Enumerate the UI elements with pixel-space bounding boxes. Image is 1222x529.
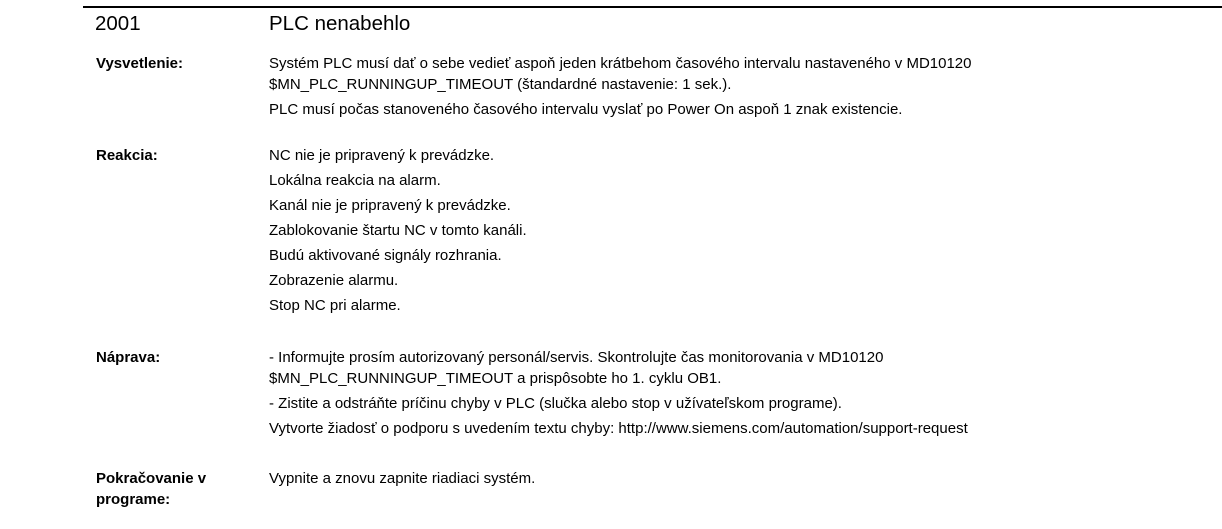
reaction-line: Kanál nie je pripravený k prevádzke. xyxy=(269,197,511,214)
continuation-body xyxy=(269,468,1222,489)
remedy-paragraph: - Zistite a odstráňte príčinu chyby v PLC (slučka alebo stop v užívateľskom programe). xyxy=(269,395,842,412)
explanation-label: Vysvetlenie: xyxy=(96,55,183,72)
reaction-line: Stop NC pri alarme. xyxy=(269,297,401,314)
alarm-number: 2001 xyxy=(95,12,141,35)
reaction-label: Reakcia: xyxy=(96,147,158,164)
alarm-title: PLC nenabehlo xyxy=(269,12,411,35)
reaction-line: Zobrazenie alarmu. xyxy=(269,272,399,289)
continuation-label: Pokračovanie v programe: xyxy=(96,470,207,508)
explanation-paragraph: Systém PLC musí dať o sebe vedieť aspoň jeden krátbehom časového intervalu nastaveného v MD10120 $MN_PLC_RUNNINGUP_TIMEOUT (štandardné nastavenie: 1 sek.). xyxy=(269,55,972,93)
reaction-line: Lokálna reakcia na alarm. xyxy=(269,172,441,189)
remedy-body xyxy=(269,347,1222,439)
remedy-paragraph: Vytvorte žiadosť o podporu s uvedením textu chyby: http://www.siemens.com/automation/support-request xyxy=(269,420,968,437)
reaction-line: NC nie je pripravený k prevádzke. xyxy=(269,147,495,164)
top-rule xyxy=(83,6,1222,8)
reaction-line: Zablokovanie štartu NC v tomto kanáli. xyxy=(269,222,527,239)
alarm-heading xyxy=(83,9,1222,39)
explanation-body xyxy=(269,53,1222,120)
reaction-body xyxy=(269,145,1222,316)
reaction-line: Budú aktivované signály rozhrania. xyxy=(269,247,502,264)
remedy-paragraph: - Informujte prosím autorizovaný personál/servis. Skontrolujte čas monitorovania v MD10120 $MN_PLC_RUNNINGUP_TIMEOUT a prispôsobte ho 1. cyklu OB1. xyxy=(269,349,884,387)
remedy-label: Náprava: xyxy=(96,349,161,366)
continuation-text: Vypnite a znovu zapnite riadiaci systém. xyxy=(269,470,536,487)
explanation-paragraph: PLC musí počas stanoveného časového intervalu vyslať po Power On aspoň 1 znak existencie. xyxy=(269,101,903,118)
